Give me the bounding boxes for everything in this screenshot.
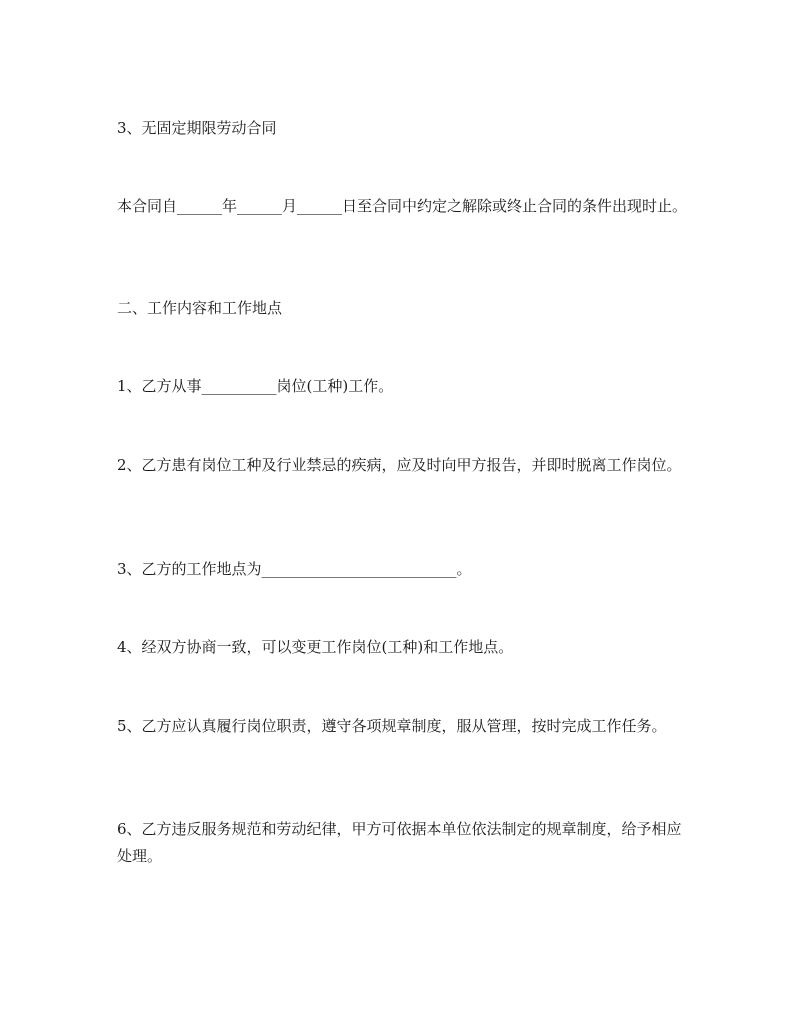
clause-job-position: 1、乙方从事__________岗位(工种)工作。	[117, 377, 394, 395]
clause-change-position: 4、经双方协商一致，可以变更工作岗位(工种)和工作地点。	[117, 638, 514, 656]
clause-work-location: 3、乙方的工作地点为__________________________。	[117, 560, 472, 578]
section-heading-work-content: 二、工作内容和工作地点	[117, 299, 283, 317]
clause-job-duties: 5、乙方应认真履行岗位职责，遵守各项规章制度，服从管理，按时完成工作任务。	[117, 717, 667, 735]
contract-term-type-heading: 3、无固定期限劳动合同	[117, 119, 277, 137]
contract-term-clause: 本合同自______年______月______日至合同中约定之解除或终止合同的条件出现时止。	[117, 197, 688, 215]
clause-disease-report: 2、乙方患有岗位工种及行业禁忌的疾病，应及时向甲方报告，并即时脱离工作岗位。	[117, 456, 682, 474]
clause-discipline: 6、乙方违反服务规范和劳动纪律，甲方可依据本单位依法制定的规章制度，给予相应处理。	[117, 820, 682, 865]
